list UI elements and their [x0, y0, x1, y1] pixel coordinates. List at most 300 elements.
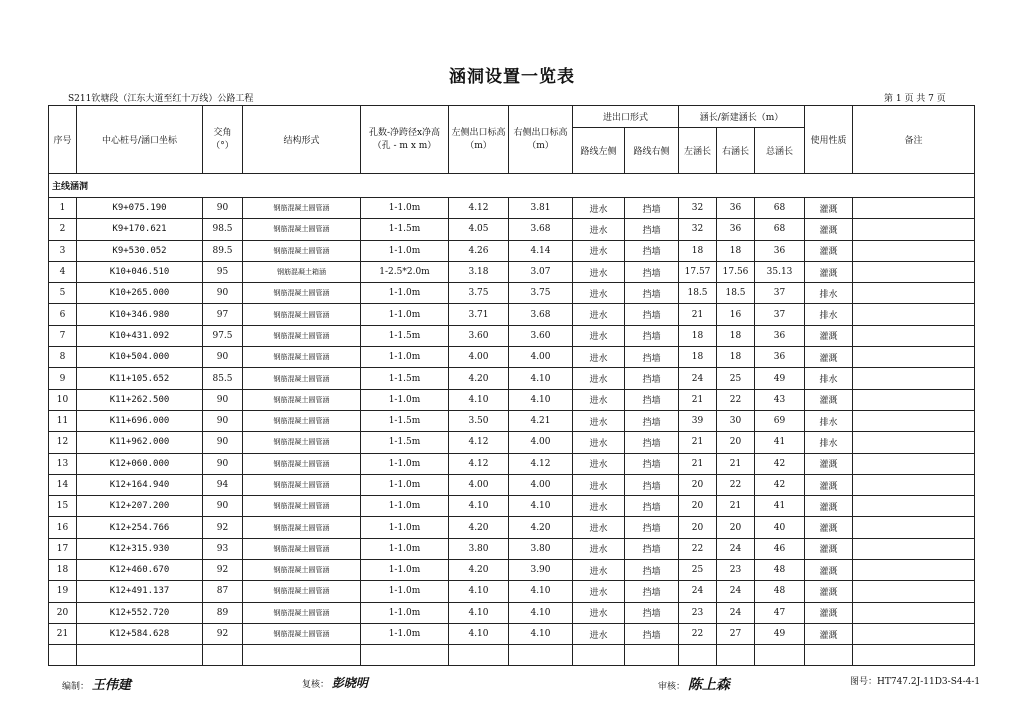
station-cell: K10+431.092 [77, 325, 203, 346]
inlet-right-cell: 挡墙 [625, 347, 679, 368]
seq-cell: 11 [49, 410, 77, 431]
len-right-cell: 18.5 [717, 283, 755, 304]
inlet-right-cell: 挡墙 [625, 389, 679, 410]
right-elev-cell: 4.20 [509, 517, 573, 538]
seq-cell: 18 [49, 560, 77, 581]
inlet-right-cell: 挡墙 [625, 240, 679, 261]
seq-cell: 16 [49, 517, 77, 538]
left-elev-cell: 4.10 [449, 602, 509, 623]
header-len-total: 总涵长 [755, 128, 805, 174]
header-skew: 交角 （°） [203, 106, 243, 174]
structure-cell: 钢筋混凝土圆管涵 [243, 368, 361, 389]
skew-cell: 89.5 [203, 240, 243, 261]
remark-cell [853, 198, 975, 219]
len-left-cell: 20 [679, 474, 717, 495]
len-right-cell: 21 [717, 453, 755, 474]
len-left-cell: 23 [679, 602, 717, 623]
structure-cell: 钢筋混凝土圆管涵 [243, 581, 361, 602]
right-elev-cell: 3.07 [509, 261, 573, 282]
remark-cell [853, 410, 975, 431]
skew-cell: 90 [203, 283, 243, 304]
table-row [49, 581, 975, 602]
skew-cell: 89 [203, 602, 243, 623]
header-seq: 序号 [49, 106, 77, 174]
left-elev-cell: 3.18 [449, 261, 509, 282]
len-left-cell: 24 [679, 368, 717, 389]
empty-cell [77, 645, 203, 666]
station-cell: K12+315.930 [77, 538, 203, 559]
len-right-cell: 24 [717, 538, 755, 559]
empty-cell [449, 645, 509, 666]
skew-cell: 92 [203, 560, 243, 581]
len-total-cell: 37 [755, 304, 805, 325]
len-total-cell: 49 [755, 368, 805, 389]
remark-cell [853, 581, 975, 602]
inlet-right-cell: 挡墙 [625, 368, 679, 389]
inlet-right-cell: 挡墙 [625, 219, 679, 240]
station-cell: K12+207.200 [77, 496, 203, 517]
inlet-left-cell: 进水 [573, 538, 625, 559]
usage-cell: 排水 [805, 432, 853, 453]
station-cell: K12+460.670 [77, 560, 203, 581]
span-cell: 1-1.0m [361, 602, 449, 623]
structure-cell: 钢筋混凝土圆管涵 [243, 410, 361, 431]
empty-cell [717, 645, 755, 666]
span-cell: 1-2.5*2.0m [361, 261, 449, 282]
right-elev-cell: 3.60 [509, 325, 573, 346]
right-elev-cell: 4.14 [509, 240, 573, 261]
len-right-cell: 20 [717, 517, 755, 538]
span-cell: 1-1.5m [361, 410, 449, 431]
left-elev-cell: 4.20 [449, 560, 509, 581]
structure-cell: 钢筋混凝土圆管涵 [243, 304, 361, 325]
structure-cell: 钢筋混凝土圆管涵 [243, 219, 361, 240]
left-elev-cell: 3.50 [449, 410, 509, 431]
usage-cell: 排水 [805, 410, 853, 431]
left-elev-cell: 4.12 [449, 198, 509, 219]
usage-cell: 灌溉 [805, 219, 853, 240]
skew-cell: 90 [203, 410, 243, 431]
right-elev-cell: 4.10 [509, 581, 573, 602]
len-right-cell: 16 [717, 304, 755, 325]
len-left-cell: 20 [679, 517, 717, 538]
skew-cell: 94 [203, 474, 243, 495]
seq-cell: 14 [49, 474, 77, 495]
remark-cell [853, 602, 975, 623]
seq-cell: 4 [49, 261, 77, 282]
span-cell: 1-1.0m [361, 240, 449, 261]
len-right-cell: 27 [717, 623, 755, 644]
inlet-left-cell: 进水 [573, 496, 625, 517]
right-elev-cell: 4.10 [509, 389, 573, 410]
seq-cell: 19 [49, 581, 77, 602]
left-elev-cell: 4.00 [449, 347, 509, 368]
skew-cell: 90 [203, 389, 243, 410]
len-total-cell: 68 [755, 219, 805, 240]
usage-cell: 排水 [805, 304, 853, 325]
seq-cell: 9 [49, 368, 77, 389]
station-cell: K10+346.980 [77, 304, 203, 325]
skew-cell: 87 [203, 581, 243, 602]
inlet-left-cell: 进水 [573, 581, 625, 602]
span-cell: 1-1.5m [361, 432, 449, 453]
header-station: 中心桩号/涵口坐标 [77, 106, 203, 174]
structure-cell: 钢筋混凝土圆管涵 [243, 623, 361, 644]
reviewed-signature: 陈上森 [687, 677, 730, 693]
table-row [49, 304, 975, 325]
header-structure: 结构形式 [243, 106, 361, 174]
len-left-cell: 21 [679, 453, 717, 474]
inlet-right-cell: 挡墙 [625, 538, 679, 559]
skew-cell: 90 [203, 347, 243, 368]
seq-cell: 2 [49, 219, 77, 240]
right-elev-cell: 4.00 [509, 432, 573, 453]
len-total-cell: 35.13 [755, 261, 805, 282]
structure-cell: 钢筋混凝土圆管涵 [243, 240, 361, 261]
empty-cell [805, 645, 853, 666]
structure-cell: 钢筋混凝土圆管涵 [243, 453, 361, 474]
remark-cell [853, 560, 975, 581]
empty-cell [625, 645, 679, 666]
span-cell: 1-1.0m [361, 496, 449, 517]
remark-cell [853, 283, 975, 304]
table-row [49, 538, 975, 559]
empty-cell [509, 645, 573, 666]
right-elev-cell: 4.10 [509, 368, 573, 389]
table-row [49, 474, 975, 495]
len-left-cell: 22 [679, 538, 717, 559]
structure-cell: 钢筋混凝土圆管涵 [243, 517, 361, 538]
remark-cell [853, 496, 975, 517]
span-cell: 1-1.0m [361, 538, 449, 559]
len-total-cell: 69 [755, 410, 805, 431]
station-cell: K10+265.000 [77, 283, 203, 304]
inlet-left-cell: 进水 [573, 325, 625, 346]
left-elev-cell: 3.71 [449, 304, 509, 325]
len-left-cell: 25 [679, 560, 717, 581]
right-elev-cell: 3.75 [509, 283, 573, 304]
inlet-left-cell: 进水 [573, 261, 625, 282]
len-right-cell: 24 [717, 602, 755, 623]
inlet-right-cell: 挡墙 [625, 602, 679, 623]
station-cell: K12+060.000 [77, 453, 203, 474]
left-elev-cell: 4.20 [449, 517, 509, 538]
empty-cell [679, 645, 717, 666]
inlet-left-cell: 进水 [573, 304, 625, 325]
span-cell: 1-1.0m [361, 453, 449, 474]
inlet-left-cell: 进水 [573, 517, 625, 538]
structure-cell: 钢筋混凝土圆管涵 [243, 474, 361, 495]
left-elev-cell: 4.10 [449, 389, 509, 410]
remark-cell [853, 623, 975, 644]
seq-cell: 3 [49, 240, 77, 261]
header-length: 涵长/新建涵长（m） [679, 106, 805, 128]
right-elev-cell: 4.00 [509, 347, 573, 368]
len-left-cell: 21 [679, 389, 717, 410]
table-row [49, 240, 975, 261]
span-cell: 1-1.5m [361, 325, 449, 346]
len-left-cell: 21 [679, 432, 717, 453]
project-name: S211钦塘段（江东大道至红十万线）公路工程 [68, 94, 254, 104]
usage-cell: 灌溉 [805, 517, 853, 538]
usage-cell: 灌溉 [805, 538, 853, 559]
len-total-cell: 48 [755, 560, 805, 581]
seq-cell: 13 [49, 453, 77, 474]
table-row [49, 517, 975, 538]
remark-cell [853, 474, 975, 495]
len-total-cell: 36 [755, 347, 805, 368]
table-row [49, 453, 975, 474]
len-total-cell: 41 [755, 496, 805, 517]
empty-cell [243, 645, 361, 666]
skew-cell: 85.5 [203, 368, 243, 389]
table-row [49, 410, 975, 431]
station-cell: K12+584.628 [77, 623, 203, 644]
left-elev-cell: 3.80 [449, 538, 509, 559]
len-total-cell: 36 [755, 240, 805, 261]
checked-by: 复核： 彭晓明 [302, 676, 368, 690]
inlet-right-cell: 挡墙 [625, 474, 679, 495]
inlet-right-cell: 挡墙 [625, 198, 679, 219]
inlet-left-cell: 进水 [573, 219, 625, 240]
remark-cell [853, 453, 975, 474]
right-elev-cell: 4.10 [509, 496, 573, 517]
usage-cell: 灌溉 [805, 325, 853, 346]
right-elev-cell: 4.10 [509, 623, 573, 644]
left-elev-cell: 4.12 [449, 453, 509, 474]
remark-cell [853, 368, 975, 389]
reviewed-by: 审核： 陈上森 [658, 677, 730, 693]
seq-cell: 7 [49, 325, 77, 346]
usage-cell: 灌溉 [805, 198, 853, 219]
usage-cell: 排水 [805, 368, 853, 389]
right-elev-cell: 3.90 [509, 560, 573, 581]
remark-cell [853, 325, 975, 346]
span-cell: 1-1.0m [361, 304, 449, 325]
seq-cell: 12 [49, 432, 77, 453]
seq-cell: 10 [49, 389, 77, 410]
table-row [49, 389, 975, 410]
empty-row [49, 645, 975, 666]
len-right-cell: 22 [717, 389, 755, 410]
inlet-right-cell: 挡墙 [625, 623, 679, 644]
seq-cell: 15 [49, 496, 77, 517]
left-elev-cell: 4.12 [449, 432, 509, 453]
span-cell: 1-1.0m [361, 198, 449, 219]
span-cell: 1-1.5m [361, 368, 449, 389]
empty-cell [361, 645, 449, 666]
right-elev-cell: 4.00 [509, 474, 573, 495]
inlet-left-cell: 进水 [573, 368, 625, 389]
header-inout-right: 路线右侧 [625, 128, 679, 174]
checked-signature: 彭晓明 [331, 676, 368, 690]
skew-cell: 92 [203, 517, 243, 538]
table-row [49, 623, 975, 644]
len-right-cell: 18 [717, 325, 755, 346]
left-elev-cell: 3.60 [449, 325, 509, 346]
skew-cell: 90 [203, 432, 243, 453]
header-inout-left: 路线左侧 [573, 128, 625, 174]
seq-cell: 6 [49, 304, 77, 325]
span-cell: 1-1.0m [361, 517, 449, 538]
len-total-cell: 36 [755, 325, 805, 346]
left-elev-cell: 3.75 [449, 283, 509, 304]
table-row [49, 602, 975, 623]
table-row [49, 325, 975, 346]
len-total-cell: 47 [755, 602, 805, 623]
header-left-elev: 左侧出口标高（m） [449, 106, 509, 174]
table-row [49, 432, 975, 453]
header-span: 孔数-净跨径x净高 （孔 - m x m） [361, 106, 449, 174]
right-elev-cell: 3.81 [509, 198, 573, 219]
station-cell: K10+046.510 [77, 261, 203, 282]
culvert-table [48, 105, 975, 666]
station-cell: K11+105.652 [77, 368, 203, 389]
remark-cell [853, 347, 975, 368]
structure-cell: 钢筋混凝土箱涵 [243, 261, 361, 282]
len-total-cell: 42 [755, 453, 805, 474]
usage-cell: 灌溉 [805, 347, 853, 368]
remark-cell [853, 304, 975, 325]
empty-cell [853, 645, 975, 666]
drawing-number: 图号：HT747.2J-11D3-S4-4-1 [850, 677, 981, 687]
skew-cell: 97.5 [203, 325, 243, 346]
table-row [49, 347, 975, 368]
len-right-cell: 23 [717, 560, 755, 581]
remark-cell [853, 432, 975, 453]
usage-cell: 灌溉 [805, 623, 853, 644]
seq-cell: 17 [49, 538, 77, 559]
structure-cell: 钢筋混凝土圆管涵 [243, 283, 361, 304]
len-total-cell: 43 [755, 389, 805, 410]
station-cell: K12+491.137 [77, 581, 203, 602]
header-len-left: 左涵长 [679, 128, 717, 174]
usage-cell: 灌溉 [805, 496, 853, 517]
usage-cell: 灌溉 [805, 240, 853, 261]
inlet-right-cell: 挡墙 [625, 432, 679, 453]
station-cell: K11+962.000 [77, 432, 203, 453]
len-left-cell: 22 [679, 623, 717, 644]
span-cell: 1-1.5m [361, 219, 449, 240]
structure-cell: 钢筋混凝土圆管涵 [243, 347, 361, 368]
skew-cell: 90 [203, 496, 243, 517]
usage-cell: 灌溉 [805, 581, 853, 602]
prepared-signature: 王伟建 [91, 678, 131, 693]
structure-cell: 钢筋混凝土圆管涵 [243, 602, 361, 623]
remark-cell [853, 389, 975, 410]
skew-cell: 90 [203, 453, 243, 474]
span-cell: 1-1.0m [361, 474, 449, 495]
len-right-cell: 18 [717, 347, 755, 368]
len-total-cell: 40 [755, 517, 805, 538]
station-cell: K12+164.940 [77, 474, 203, 495]
left-elev-cell: 4.00 [449, 474, 509, 495]
left-elev-cell: 4.10 [449, 496, 509, 517]
inlet-left-cell: 进水 [573, 198, 625, 219]
len-right-cell: 30 [717, 410, 755, 431]
inlet-left-cell: 进水 [573, 432, 625, 453]
len-right-cell: 20 [717, 432, 755, 453]
inlet-right-cell: 挡墙 [625, 410, 679, 431]
table-row [49, 283, 975, 304]
remark-cell [853, 538, 975, 559]
header-usage: 使用性质 [805, 106, 853, 174]
remark-cell [853, 517, 975, 538]
inlet-right-cell: 挡墙 [625, 496, 679, 517]
remark-cell [853, 261, 975, 282]
len-right-cell: 22 [717, 474, 755, 495]
len-right-cell: 36 [717, 219, 755, 240]
station-cell: K11+696.000 [77, 410, 203, 431]
len-right-cell: 24 [717, 581, 755, 602]
len-total-cell: 68 [755, 198, 805, 219]
inlet-left-cell: 进水 [573, 453, 625, 474]
skew-cell: 98.5 [203, 219, 243, 240]
inlet-right-cell: 挡墙 [625, 325, 679, 346]
skew-cell: 97 [203, 304, 243, 325]
seq-cell: 5 [49, 283, 77, 304]
structure-cell: 钢筋混凝土圆管涵 [243, 538, 361, 559]
usage-cell: 灌溉 [805, 261, 853, 282]
station-cell: K12+254.766 [77, 517, 203, 538]
inlet-left-cell: 进水 [573, 283, 625, 304]
usage-cell: 灌溉 [805, 453, 853, 474]
header-remark: 备注 [853, 106, 975, 174]
header-right-elev: 右侧出口标高（m） [509, 106, 573, 174]
len-left-cell: 20 [679, 496, 717, 517]
seq-cell: 21 [49, 623, 77, 644]
span-cell: 1-1.0m [361, 560, 449, 581]
len-right-cell: 25 [717, 368, 755, 389]
inlet-left-cell: 进水 [573, 389, 625, 410]
seq-cell: 20 [49, 602, 77, 623]
left-elev-cell: 4.05 [449, 219, 509, 240]
seq-cell: 8 [49, 347, 77, 368]
structure-cell: 钢筋混凝土圆管涵 [243, 198, 361, 219]
usage-cell: 排水 [805, 283, 853, 304]
skew-cell: 92 [203, 623, 243, 644]
inlet-right-cell: 挡墙 [625, 453, 679, 474]
inlet-left-cell: 进水 [573, 474, 625, 495]
len-total-cell: 49 [755, 623, 805, 644]
len-left-cell: 18.5 [679, 283, 717, 304]
table-row [49, 219, 975, 240]
len-left-cell: 32 [679, 219, 717, 240]
inlet-left-cell: 进水 [573, 240, 625, 261]
len-left-cell: 18 [679, 325, 717, 346]
span-cell: 1-1.0m [361, 347, 449, 368]
len-left-cell: 39 [679, 410, 717, 431]
len-right-cell: 18 [717, 240, 755, 261]
right-elev-cell: 3.68 [509, 219, 573, 240]
structure-cell: 钢筋混凝土圆管涵 [243, 432, 361, 453]
table-row [49, 496, 975, 517]
inlet-right-cell: 挡墙 [625, 261, 679, 282]
right-elev-cell: 3.68 [509, 304, 573, 325]
len-left-cell: 17.57 [679, 261, 717, 282]
inlet-left-cell: 进水 [573, 347, 625, 368]
len-right-cell: 17.56 [717, 261, 755, 282]
right-elev-cell: 4.21 [509, 410, 573, 431]
inlet-right-cell: 挡墙 [625, 560, 679, 581]
len-total-cell: 41 [755, 432, 805, 453]
skew-cell: 93 [203, 538, 243, 559]
structure-cell: 钢筋混凝土圆管涵 [243, 325, 361, 346]
table-row [49, 368, 975, 389]
station-cell: K9+170.621 [77, 219, 203, 240]
prepared-by: 编制： 王伟建 [62, 678, 131, 693]
station-cell: K9+075.190 [77, 198, 203, 219]
